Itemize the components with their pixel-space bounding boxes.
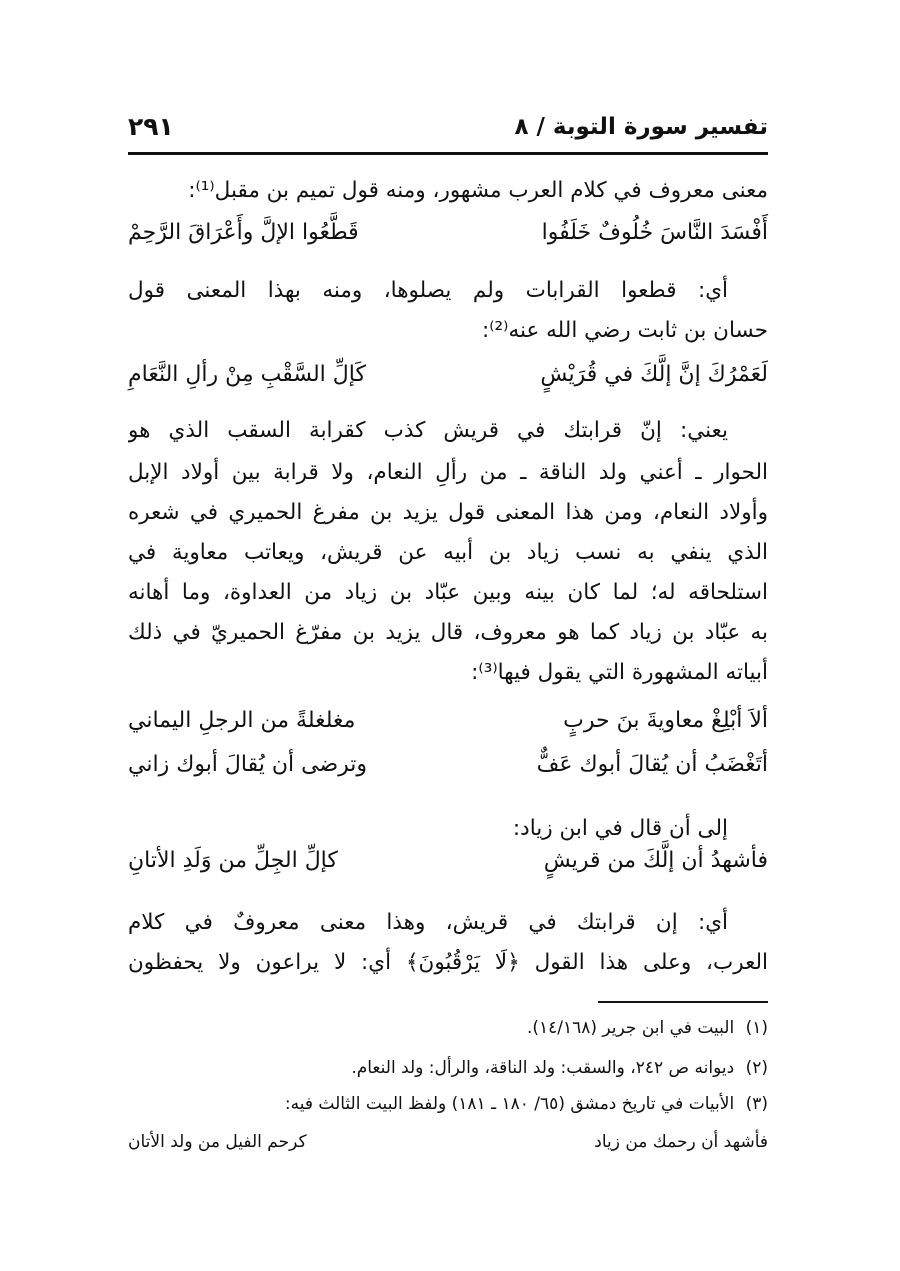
footnote-number: (٣) — [745, 1094, 768, 1114]
footnote — [128, 1018, 768, 1038]
verse-first-hemistich: فأشهد أن رحمك من زياد — [594, 1132, 768, 1152]
page-header — [128, 110, 768, 148]
text-line: أي: إن قرابتك في قريش، وهذا معنى معروفٌ في كلام — [128, 910, 728, 935]
footnote-number: (٢) — [745, 1058, 768, 1078]
verse — [128, 708, 768, 752]
verse-first-hemistich: أَفْسَدَ النَّاسَ خُلُوفٌ خَلَفُوا — [541, 220, 768, 245]
header-rule — [128, 152, 768, 155]
text-line: معنى معروف في كلام العرب مشهور، ومنه قول تميم بن مقبل⁽¹⁾: — [188, 178, 768, 203]
footnote-rule — [598, 1001, 768, 1003]
verse-first-hemistich: فأشهدُ أن إلَّكَ من قريشٍ — [543, 848, 768, 873]
footnote-text: ديوانه ص ٢٤٢، والسقب: ولد الناقة، والرأل: ولد النعام. — [351, 1058, 735, 1078]
running-title: تفسير سورة التوبة / ٨ — [514, 114, 768, 140]
text-line: استلحاقه له؛ لما كان بينه وبين عبّاد بن زياد من العداوة، وما أهانه — [128, 580, 768, 605]
text-line: به عبّاد بن زياد كما هو معروف، قال يزيد بن مفرّغ الحميريّ في ذلك — [128, 620, 768, 645]
verse — [128, 220, 768, 264]
verse — [128, 752, 768, 796]
verse — [128, 362, 768, 406]
verse-second-hemistich: مغلغلةً من الرجلِ اليماني — [128, 708, 356, 733]
footnote-verse — [128, 1132, 768, 1162]
footnote — [128, 1058, 768, 1078]
page-number: ٢٩١ — [128, 112, 174, 141]
footnote-number: (١) — [745, 1018, 768, 1038]
verse-first-hemistich: لَعَمْرُكَ إنَّ إلَّكَ في قُرَيْشٍ — [540, 362, 768, 387]
text-line: إلى أن قال في ابن زياد: — [512, 816, 728, 841]
text-line: الذي ينفي به نسب زياد بن أبيه عن قريش، ويعاتب معاوية في — [128, 540, 768, 565]
verse-second-hemistich: كَإلِّ السَّقْبِ مِنْ رألِ النَّعَامِ — [128, 362, 366, 387]
text-line: العرب، وعلى هذا القول ﴿لَا يَرْقُبُونَ﴾ أي: لا يراعون ولا يحفظون — [128, 950, 768, 975]
text-line: وأولاد النعام، ومن هذا المعنى قول يزيد بن مفرغ الحميري في شعره — [128, 500, 768, 525]
footnote — [128, 1094, 768, 1114]
verse-first-hemistich: ألاَ أبْلِغْ معاويةَ بنَ حربٍ — [563, 708, 768, 733]
verse-first-hemistich: أتَغْضَبُ أن يُقالَ أبوك عَفٌّ — [536, 752, 768, 777]
text-line: الحوار ـ أعني ولد الناقة ـ من رألِ النعام، ولا قرابة بين أولاد الإبل — [128, 460, 768, 485]
verse-second-hemistich: قَطَّعُوا الإلَّ وأَعْرَاقَ الرَّحِمْ — [128, 220, 359, 245]
text-line: أبياته المشهورة التي يقول فيها⁽³⁾: — [471, 660, 768, 685]
verse-second-hemistich: كإلِّ الجِلِّ من وَلَدِ الأتانِ — [128, 848, 338, 873]
verse-second-hemistich: كرحم الفيل من ولد الأتان — [128, 1132, 307, 1152]
footnote-text: البيت في ابن جرير (١٤/١٦٨). — [526, 1018, 735, 1038]
text-line: حسان بن ثابت رضي الله عنه⁽²⁾: — [482, 318, 768, 343]
text-line: أي: قطعوا القرابات ولم يصلوها، ومنه بهذا المعنى قول — [128, 278, 728, 303]
text-line: يعني: إنّ قرابتك في قريش كذب كقرابة السقب الذي هو — [128, 418, 728, 443]
footnote-text: الأبيات في تاريخ دمشق (٦٥/ ١٨٠ ـ ١٨١) ولفظ البيت الثالث فيه: — [284, 1094, 735, 1114]
verse — [128, 848, 768, 892]
verse-second-hemistich: وترضى أن يُقالَ أبوك زاني — [128, 752, 368, 777]
